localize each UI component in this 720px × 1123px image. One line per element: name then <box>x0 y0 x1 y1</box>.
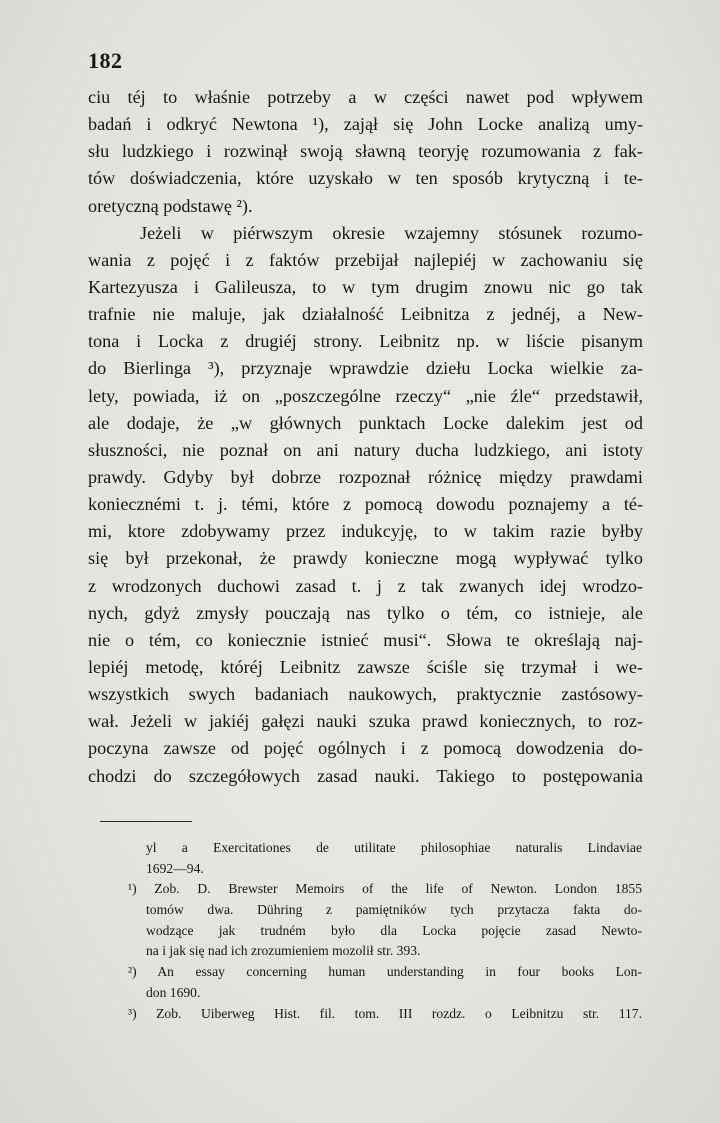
body-line: chodzi do szczegółowych zasad nauki. Takiego to postępowania <box>88 765 643 786</box>
footnote-line: ¹) Zob. D. Brewster Memoirs of the life of Newton. London 1855 <box>128 881 642 897</box>
body-line: mi, ktore zdobywamy przez indukcyję, to w takim razie byłby <box>88 521 643 542</box>
body-line: nie o tém, co koniecznie istnieć musi“. Słowa te określają naj- <box>88 629 643 650</box>
footnote-line: yl a Exercitationes de utilitate philosophiae naturalis Lindaviae <box>146 840 642 855</box>
body-line: lepiéj metodę, któréj Leibnitz zawsze ściśle się trzymał i we- <box>88 656 643 677</box>
body-line: lety, powiada, iż on „poszczególne rzeczy“ „nie źle“ przedstawił, <box>88 385 643 406</box>
body-line: prawdy. Gdyby był dobrze rozpoznał różnicę między prawdami <box>88 466 643 487</box>
body-line: Jeżeli w piérwszym okresie wzajemny stósunek rozumo- <box>140 222 643 243</box>
footnote-separator <box>100 821 192 822</box>
body-line: tona i Locka z drugiéj strony. Leibnitz np. w liście pisanym <box>88 331 643 352</box>
body-line: oretyczną podstawę ²). <box>88 195 253 216</box>
body-line: ciu téj to właśnie potrzeby a w części nawet pod wpływem <box>88 87 643 107</box>
body-line: nych, gdyż zmysły pouczają nas tylko o tém, co istnieje, ale <box>88 602 643 623</box>
body-line: słuszności, nie poznał on ani natury ducha ludzkiego, ani istoty <box>88 439 643 460</box>
body-line: się był przekonał, że prawdy konieczne mogą wypływać tylko <box>88 548 643 569</box>
body-line: wszystkich swych badaniach naukowych, praktycznie zastósowy- <box>88 684 643 705</box>
body-line: ale dodaje, że „w głównych punktach Locke dalekim jest od <box>88 412 643 433</box>
body-line: trafnie nie maluje, jak działalność Leibnitza z jednéj, a New- <box>88 304 643 325</box>
footnote-line: na i jak się nad ich zrozumieniem mozolił str. 393. <box>146 943 421 959</box>
body-line: słu ludzkiego i rozwinął swoją sławną teoryję rozumowania z fak- <box>88 141 643 162</box>
footnote-line: ²) An essay concerning human understanding in four books Lon- <box>128 964 642 980</box>
body-line: wał. Jeżeli w jakiéj gałęzi nauki szuka prawd koniecznych, to roz- <box>88 711 643 732</box>
body-line: z wrodzonych duchowi zasad t. j z tak zwanych idej wrodzo- <box>88 575 643 596</box>
footnote-line: 1692—94. <box>146 860 204 876</box>
footnote-line: ³) Zob. Uiberweg Hist. fil. tom. III rozdz. o Leibnitzu str. 117. <box>128 1005 642 1021</box>
body-line: tów doświadczenia, które uzyskało w ten sposób krytyczną i te- <box>88 168 643 189</box>
body-text <box>88 84 643 790</box>
footnote-line: wodzące jak trudném było dla Locka pojęcie zasad Newto- <box>146 922 642 938</box>
footnote-line: don 1690. <box>146 984 201 1000</box>
body-line: koniecznémi t. j. témi, które z pomocą dowodu poznajemy a té- <box>88 494 643 515</box>
footnotes <box>128 838 642 1024</box>
body-line: wania z pojęć i z faktów przebijał najlepiéj w zachowaniu się <box>88 249 643 270</box>
body-line: Kartezyusza i Galileusza, to w tym drugim znowu nic go tak <box>88 276 643 297</box>
page-number: 182 <box>88 48 123 73</box>
footnote-line: tomów dwa. Dühring z pamiętników tych przytacza fakta do- <box>146 902 642 918</box>
body-line: badań i odkryć Newtona ¹), zajął się John Locke analizą umy- <box>88 114 643 135</box>
body-line: poczyna zawsze od pojęć ogólnych i z pomocą dowodzenia do- <box>88 738 643 759</box>
body-line: do Bierlinga ³), przyznaje wprawdzie dziełu Locka wielkie za- <box>88 358 643 379</box>
